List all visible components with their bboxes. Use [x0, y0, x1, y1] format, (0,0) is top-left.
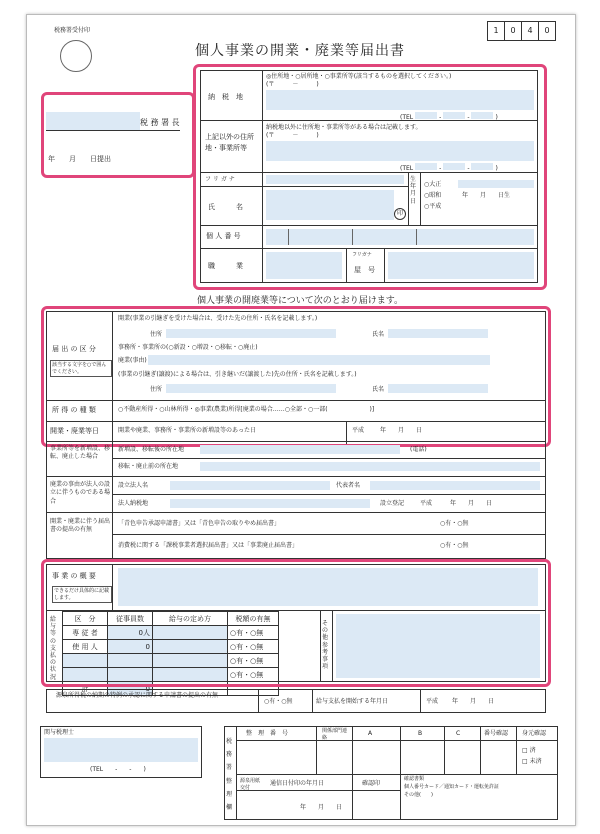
corp-name-label: 設立法人名: [118, 482, 149, 489]
submit-label: 開業・廃業に伴う届出書の提出の有無: [50, 518, 111, 534]
other-address-label: 上記以外の住所地・事業所等: [205, 133, 254, 153]
type-note: 該当する文字を○で囲んでください。: [50, 360, 112, 377]
other-address-postal: (〒 － ): [266, 132, 319, 139]
pay-units[interactable]: 年 月 日: [452, 698, 495, 705]
seal-mark: 印: [394, 208, 406, 220]
row-divider: [236, 774, 558, 775]
blue-form-line: 「青色申告承認申請書」又は「青色申告の取りやめ届出書」: [118, 520, 281, 527]
tel-sep: -: [439, 114, 442, 121]
era-showa[interactable]: ○昭和: [424, 192, 442, 199]
id-confirmed[interactable]: □ 済: [522, 747, 536, 754]
tax-accountant-label: 関与税理士: [44, 729, 75, 736]
dist-label: 源泉用紙交付: [240, 778, 261, 791]
col-divider: [516, 726, 517, 774]
col-divider: [444, 726, 445, 774]
form-number-digit: 1: [487, 21, 505, 41]
new-office-label: 事業所等を新増設、移転、廃止した場合: [50, 445, 111, 461]
special-yes-no[interactable]: ○有・○無: [264, 698, 293, 705]
payroll-count[interactable]: 0: [108, 640, 153, 654]
date-units[interactable]: 年 月 日: [380, 427, 423, 434]
residence-postal: (〒 － ): [266, 81, 319, 88]
office-col: 番号確認: [484, 730, 509, 737]
summary-note: できるだけ具体的に記載します。: [52, 586, 112, 603]
office-change-line[interactable]: 事務所・事業所の(○新設・○増設・○移転・○廃止): [118, 344, 258, 351]
corp-tax-office-input[interactable]: [170, 499, 370, 508]
id-number-label: 個 人 番 号: [206, 232, 241, 240]
closing-address-label: 住所: [150, 386, 163, 393]
est-units[interactable]: 年 月 日: [450, 500, 493, 507]
tel-label: (TEL: [400, 114, 414, 121]
est-date-label: 設立登記: [380, 500, 405, 507]
date-text: 開業や廃業、事務所・事業所の新増設等のあった日: [118, 427, 256, 434]
payroll-header: 区 分: [63, 612, 108, 626]
income-label: 所 得 の 種 類: [52, 406, 96, 414]
office-col: 関係部門連絡: [322, 728, 348, 741]
row-divider: [46, 512, 546, 513]
old-location-input[interactable]: [200, 462, 540, 471]
closing-name-label: 氏名: [372, 386, 385, 393]
form-number-digit: 0: [504, 21, 522, 41]
tel-sep: -: [467, 165, 470, 172]
office-col: B: [418, 730, 423, 737]
payroll-tax[interactable]: ○有・○無: [228, 654, 279, 668]
highlight-business: [41, 559, 551, 687]
birth-label: 生年月日: [410, 176, 417, 205]
payroll-count[interactable]: 0人: [108, 626, 153, 640]
col-divider: [316, 726, 317, 774]
office-col: 身元確認: [522, 730, 547, 737]
new-location-tel: (電話): [410, 446, 427, 453]
payroll-tax[interactable]: ○有・○無: [228, 626, 279, 640]
tel-sep: -: [439, 165, 442, 172]
office-col: A: [368, 730, 373, 737]
receipt-stamp-circle: [60, 40, 92, 72]
row-divider: [112, 534, 546, 535]
notice-date-label: 通信日付印の年月日: [270, 780, 325, 787]
date-label: 開業・廃業等日: [50, 427, 99, 435]
birth-date-format: 年 月 日生: [462, 192, 511, 199]
corp-label: 廃業の事由が法人の設立に伴うものである場合: [50, 481, 111, 505]
col-divider: [312, 689, 313, 713]
corp-tax-office-label: 法人納税地: [118, 500, 149, 507]
closing-note: (事業の引継ぎ(譲渡)による場合は、引き継いだ(譲渡した)先の住所・氏名を記載します。): [118, 371, 357, 378]
tax-accountant-input[interactable]: [44, 738, 198, 762]
tel-sep: -: [467, 114, 470, 121]
era-heisei[interactable]: ○平成: [424, 203, 442, 210]
tax-accountant-tel: (TEL - - ): [90, 766, 146, 773]
rep-name-input[interactable]: [370, 481, 540, 490]
payroll-tax[interactable]: ○有・○無: [228, 668, 279, 682]
doc-other: その他( ): [404, 792, 433, 798]
row-divider: [112, 494, 546, 495]
new-location-label: 新増設、移転後の所在地: [118, 446, 185, 453]
era-taisho[interactable]: ○大正: [424, 181, 442, 188]
other-notes-label: その他参考事項: [322, 620, 329, 671]
col-divider: [258, 689, 259, 713]
payroll-category: 専 従 者: [63, 626, 108, 640]
row-divider: [236, 790, 400, 791]
highlight-office: [41, 92, 195, 178]
closing-line[interactable]: 廃業(事由): [118, 357, 147, 364]
office-side-label: 税務署整理欄: [226, 738, 233, 811]
furigana-label: フ リ ガ ナ: [205, 176, 235, 183]
consumption-line: 消費税に関する「課税事業者選択届出書」又は「事業廃止届出書」: [118, 542, 299, 549]
special-label: 源泉所得税の納期の特例の承認に関する申請書の提出の有無: [56, 692, 219, 699]
doc-check-label: 確認書類: [404, 776, 425, 782]
trade-name-label: 屋 号: [354, 266, 375, 274]
pay-era: 平成: [426, 698, 439, 705]
opening-name-label: 氏名: [372, 331, 385, 338]
payroll-tax[interactable]: ○有・○無: [228, 640, 279, 654]
opening-line[interactable]: 開業(事業の引継ぎを受けた場合は、受けた先の住所・氏名を記載します。): [118, 315, 318, 322]
highlight-notice: [41, 306, 551, 447]
form-number-digit: 0: [538, 21, 556, 41]
row-divider: [46, 476, 546, 477]
pay-start-label: 給与支払を開始する年月日: [316, 698, 389, 705]
consumption-yes-no[interactable]: ○有・○無: [440, 542, 469, 549]
col-divider: [400, 726, 401, 820]
other-address-note: 納税地以外に住所地・事業所等がある場合は記載します。: [266, 124, 422, 131]
submit-date: 年 月 日提出: [48, 155, 111, 163]
row-divider: [112, 458, 546, 459]
job-label: 職 業: [208, 262, 243, 270]
tax-office-suffix: 税 務 署 長: [140, 118, 180, 127]
payroll-category: 計: [63, 682, 108, 696]
residence-label: 納 税 地: [208, 93, 243, 101]
id-unconfirmed[interactable]: □ 未済: [522, 758, 542, 765]
receipt-stamp-label: 税務署受付印: [54, 27, 91, 34]
highlight-applicant: [193, 64, 547, 290]
notice-date-units: 年 月 日: [300, 804, 343, 811]
income-options[interactable]: ○不動産所得・○山林所得・◎事業(農業)所得[廃業の場合……○全部・○一部( )]: [118, 406, 375, 413]
summary-label: 事 業 の 概 要: [52, 572, 96, 580]
tel-label: (TEL: [400, 165, 414, 172]
est-era: 平成: [420, 500, 433, 507]
office-col: C: [456, 730, 461, 737]
tel-close: ): [495, 165, 498, 172]
payroll-header: 税額の有無: [228, 612, 279, 626]
payroll-count[interactable]: 0: [108, 682, 153, 696]
page-title: 個人事業の開業・廃業等届出書: [195, 43, 405, 59]
row-divider: [236, 740, 558, 741]
rep-name-label: 代表者名: [336, 482, 361, 489]
col-divider: [480, 726, 481, 774]
old-location-label: 移転・廃止前の所在地: [118, 463, 179, 470]
payroll-header: 従事員数: [108, 612, 153, 626]
date-era: 平成: [352, 427, 365, 434]
payroll-category: 使 用 人: [63, 640, 108, 654]
trade-name-furigana: フリガナ: [352, 252, 372, 258]
col-divider: [352, 726, 353, 820]
name-label: 氏 名: [208, 203, 243, 211]
blue-form-yes-no[interactable]: ○有・○無: [440, 520, 469, 527]
payroll-label: 給与等の支払の状況: [50, 616, 57, 681]
form-number-digit: 4: [521, 21, 539, 41]
new-location-input[interactable]: [200, 445, 400, 454]
doc-list: 個人番号カード／通知カード・運転免許証: [404, 784, 500, 790]
tel-close: ): [495, 114, 498, 121]
residence-options[interactable]: ◎住所地・○居所地・○事業所等(該当するものを選択してください。): [266, 73, 452, 80]
office-col: 整 理 番 号: [246, 730, 289, 737]
notice-line: 個人事業の開廃業等について次のとおり届けます。: [196, 296, 404, 306]
form-number: [488, 18, 556, 41]
opening-address-label: 住所: [150, 331, 163, 338]
col-divider: [420, 689, 421, 713]
payroll-header: 給与の定め方: [153, 612, 228, 626]
corp-name-input[interactable]: [170, 481, 330, 490]
type-label: 届 出 の 区 分: [52, 345, 96, 353]
confirm-seal-label: 確認印: [362, 780, 381, 787]
